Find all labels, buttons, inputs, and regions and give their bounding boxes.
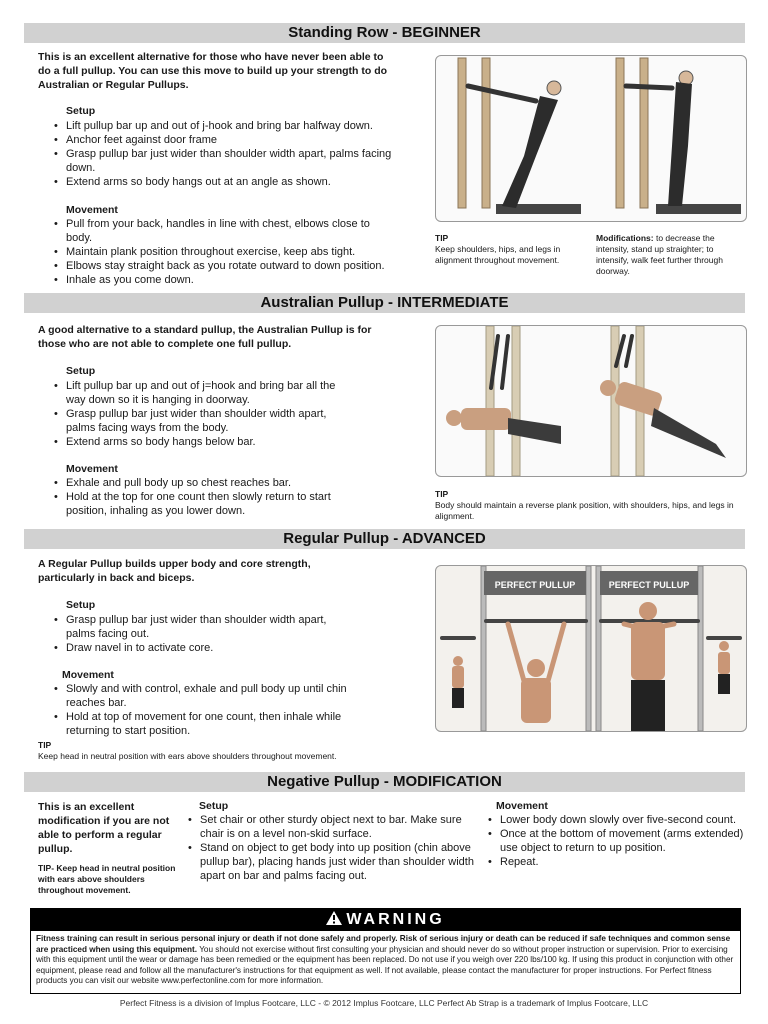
modification-setup-label: Setup [199,800,229,812]
section-title-beginner: Standing Row - BEGINNER [24,23,745,43]
beginner-setup-list [52,119,397,189]
beginner-intro: This is an excellent alternative for those who have never been able to do a full pullup. You can use this move to build up your strength to do Australian or Regular Pullups. [38,51,388,91]
intermediate-setup-list [52,379,352,449]
intermediate-movement-label: Movement [66,463,118,475]
intermediate-setup-label: Setup [66,365,96,377]
intermediate-intro: A good alternative to a standard pullup, the Australian Pullup is for those who are not able to complete one full pullup. [38,324,372,350]
list-item: • Hold at the top for one count then slowly return to start position, inhaling as you lower down. [52,490,352,518]
modifications-label: Modifications: [596,233,654,243]
list-item: • Grasp pullup bar just wider than shoulder width apart, palms facing ways from the body. [52,407,352,435]
beginner-movement-label: Movement [66,204,118,216]
list-item: • Elbows stay straight back as you rotate outward to down position. [52,259,397,273]
tip-label: TIP [435,233,449,243]
australian-pullup-photo [435,325,747,477]
tip-text: Keep head in neutral position with ears above shoulders throughout movement. [38,751,337,761]
list-item: • Maintain plank position throughout exercise, keep abs tight. [52,245,397,259]
list-item: • Stand on object to get body into up position (chin above pullup bar), placing hands just wider than shoulder width apart on bar and palms facing out. [186,841,476,883]
list-item: • Repeat. [486,855,754,869]
list-item: • Extend arms so body hangs out at an angle as shown. [52,175,397,189]
warning-title: WARNING [346,911,445,928]
list-item: • Set chair or other sturdy object next to bar. Make sure chair is on a level non-skid surface. [186,813,476,841]
section-title-intermediate: Australian Pullup - INTERMEDIATE [24,293,745,313]
tip-text: Keep shoulders, hips, and legs in alignment throughout movement. [435,244,561,265]
standing-row-photo [435,55,747,222]
list-item: • Once at the bottom of movement (arms extended) use object to return to up position. [486,827,754,855]
list-item: • Lift pullup bar up and out of j=hook and bring bar all the way down so it is hanging in doorway. [52,379,352,407]
tip-text: Body should maintain a reverse plank position, with shoulders, hips, and legs in alignment. [435,500,734,521]
intermediate-tip [435,489,745,522]
intermediate-movement-list [52,476,352,518]
list-item: • Grasp pullup bar just wider than shoulder width apart, palms facing out. [52,613,352,641]
advanced-setup-label: Setup [66,599,96,611]
list-item: • Slowly and with control, exhale and pull body up until chin reaches bar. [52,682,352,710]
beginner-setup-label: Setup [66,105,96,117]
list-item: • Lower body down slowly over five-second count. [486,813,754,827]
beginner-tip [435,233,575,266]
section-title-advanced: Regular Pullup - ADVANCED [24,529,745,549]
list-item: • Exhale and pull body up so chest reaches bar. [52,476,352,490]
modification-tip: TIP- Keep head in neutral position with ears above shoulders throughout movement. [38,863,176,895]
warning-header [31,909,740,931]
advanced-intro: A Regular Pullup builds upper body and core strength, particularly in back and biceps. [38,558,311,584]
list-item: • Inhale as you come down. [52,273,397,287]
advanced-movement-label: Movement [62,669,114,681]
advanced-setup-list [52,613,352,655]
list-item: • Pull from your back, handles in line with chest, elbows close to body. [52,217,397,245]
warning-box [30,908,741,994]
list-item: • Draw navel in to activate core. [52,641,352,655]
list-item: • Hold at top of movement for one count, then inhale while returning to start position. [52,710,352,738]
warning-bold-text: Fitness training can result in serious personal injury or death if not done safely and properly. Risk of serious injury or death can be reduced if safe techniques and common sense are practiced when using this equipment. [36,934,731,954]
warning-body-text: You should not exercise without first consulting your physician and should never do so without proper instruction or supervision. Prior to exercising with this equipment until the wear or damage has been remedied or the equipment has been replaced. Do not use if you weigh over 220 lbs/100 kg. If using this product in conjunction with other equipment, please read and follow all the manufacturer's instructions for that equipment as well. If not available, please contact the manufacturer for proper instructions. For Perfect fitness products you can visit our website www.perfectonline.com for more information. [36,944,734,986]
warning-text [31,931,740,990]
footer: Perfect Fitness is a division of Implus Footcare, LLC - © 2012 Implus Footcare, LLC Perfect Ab Strap is a trademark of Implus Footcare, LLC [119,998,649,1008]
list-item: • Grasp pullup bar just wider than shoulder width apart, palms facing down. [52,147,397,175]
beginner-modifications [596,233,744,277]
advanced-tip [38,740,418,762]
regular-pullup-photo [435,565,747,732]
warning-triangle-icon [326,911,342,925]
modifications-text: to decrease the intensity, stand up straighter; to intensify, walk feet further through doorway. [596,233,723,276]
tip-label: TIP [38,740,52,750]
list-item: • Anchor feet against door frame [52,133,397,147]
modification-movement-list [486,813,754,869]
brand-label: PERFECT PULLUP [494,580,576,590]
modification-intro: This is an excellent modification if you are not able to perform a regular pullup. [38,801,170,855]
modification-setup-list [186,813,476,883]
list-item: • Extend arms so body hangs below bar. [52,435,352,449]
section-title-modification: Negative Pullup - MODIFICATION [24,772,745,792]
tip-label: TIP [435,489,449,499]
brand-label: PERFECT PULLUP [608,580,690,590]
beginner-movement-list [52,217,397,287]
modification-movement-label: Movement [496,800,548,812]
list-item: • Lift pullup bar up and out of j-hook and bring bar halfway down. [52,119,397,133]
advanced-movement-list [52,682,352,738]
